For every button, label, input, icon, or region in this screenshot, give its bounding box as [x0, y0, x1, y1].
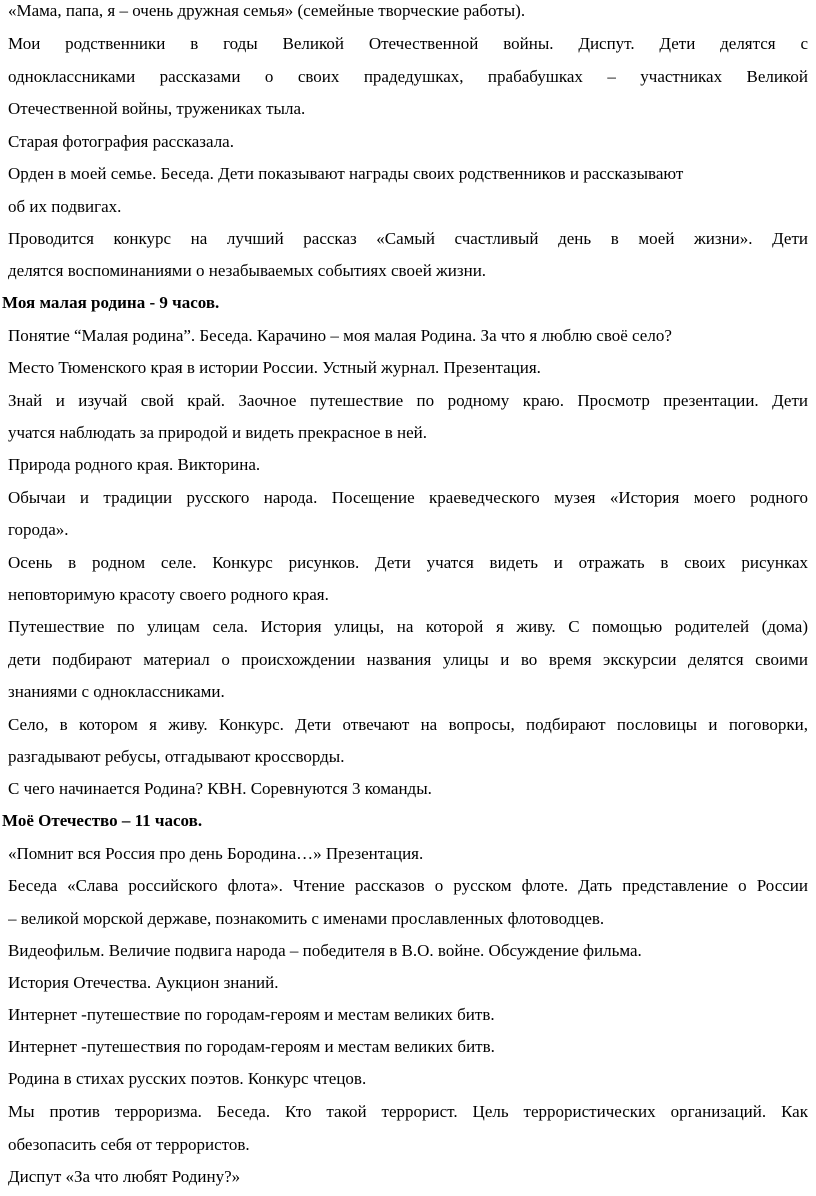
- paragraph-line: неповторимую красоту своего родного края.: [8, 585, 329, 604]
- paragraph-line: Путешествие по улицам села. История улицы, на которой я живу. С помощью родителей (дома): [8, 617, 808, 636]
- paragraph-line: Видеофильм. Величие подвига народа – победителя в В.О. войне. Обсуждение фильма.: [8, 941, 642, 960]
- section-heading: Моё Отечество – 11 часов.: [2, 811, 203, 830]
- paragraph-line: Мои родственники в годы Великой Отечественной войны. Диспут. Дети делятся с: [8, 34, 808, 53]
- paragraph-line: Отечественной войны, тружениках тыла.: [8, 99, 306, 118]
- paragraph-line: Родина в стихах русских поэтов. Конкурс чтецов.: [8, 1069, 367, 1088]
- paragraph-line: одноклассниками рассказами о своих прадедушках, прабабушках – участниках Великой: [8, 67, 808, 86]
- paragraph-line: учатся наблюдать за природой и видеть прекрасное в ней.: [8, 423, 427, 442]
- paragraph-line: Обычаи и традиции русского народа. Посещение краеведческого музея «История моего родного: [8, 488, 808, 507]
- paragraph-line: Знай и изучай свой край. Заочное путешествие по родному краю. Просмотр презентации. Дети: [8, 391, 808, 410]
- paragraph-line: Старая фотография рассказала.: [8, 132, 234, 151]
- paragraph-line: Интернет -путешествие по городам-героям и местам великих битв.: [8, 1005, 495, 1024]
- paragraph-line: Проводится конкурс на лучший рассказ «Самый счастливый день в моей жизни». Дети: [8, 229, 808, 248]
- paragraph-line: дети подбирают материал о происхождении названия улицы и во время экскурсии делятся своими: [8, 650, 808, 669]
- paragraph-line: Осень в родном селе. Конкурс рисунков. Дети учатся видеть и отражать в своих рисунках: [8, 553, 808, 572]
- paragraph-line: С чего начинается Родина? КВН. Соревнуются 3 команды.: [8, 779, 432, 798]
- paragraph-line: обезопасить себя от террористов.: [8, 1135, 250, 1154]
- paragraph-line: «Мама, папа, я – очень дружная семья» (семейные творческие работы).: [8, 1, 526, 20]
- paragraph-line: Орден в моей семье. Беседа. Дети показывают награды своих родственников и рассказывают: [8, 164, 684, 183]
- paragraph-line: Природа родного края. Викторина.: [8, 455, 261, 474]
- paragraph-line: Интернет -путешествия по городам-героям и местам великих битв.: [8, 1037, 495, 1056]
- paragraph-line: Село, в котором я живу. Конкурс. Дети отвечают на вопросы, подбирают пословицы и поговорки,: [8, 715, 808, 734]
- paragraph-line: Место Тюменского края в истории России. Устный журнал. Презентация.: [8, 358, 541, 377]
- paragraph-line: делятся воспоминаниями о незабываемых событиях своей жизни.: [8, 261, 487, 280]
- paragraph-line: Понятие “Малая родина”. Беседа. Карачино – моя малая Родина. За что я люблю своё село?: [8, 326, 672, 345]
- paragraph-line: разгадывают ребусы, отгадывают кроссворды.: [8, 747, 345, 766]
- paragraph-line: знаниями с одноклассниками.: [8, 682, 225, 701]
- paragraph-line: Диспут «За что любят Родину?»: [8, 1167, 241, 1186]
- paragraph-line: «Помнит вся Россия про день Бородина…» Презентация.: [8, 844, 424, 863]
- section-heading: Моя малая родина - 9 часов.: [2, 293, 220, 312]
- paragraph-line: – великой морской державе, познакомить с именами прославленных флотоводцев.: [8, 909, 605, 928]
- paragraph-line: Мы против терроризма. Беседа. Кто такой террорист. Цель террористических организаций. Как: [8, 1102, 808, 1121]
- paragraph-line: города».: [8, 520, 69, 539]
- paragraph-line: Беседа «Слава российского флота». Чтение рассказов о русском флоте. Дать представление о России: [8, 876, 808, 895]
- paragraph-line: об их подвигах.: [8, 197, 122, 216]
- paragraph-line: История Отечества. Аукцион знаний.: [8, 973, 279, 992]
